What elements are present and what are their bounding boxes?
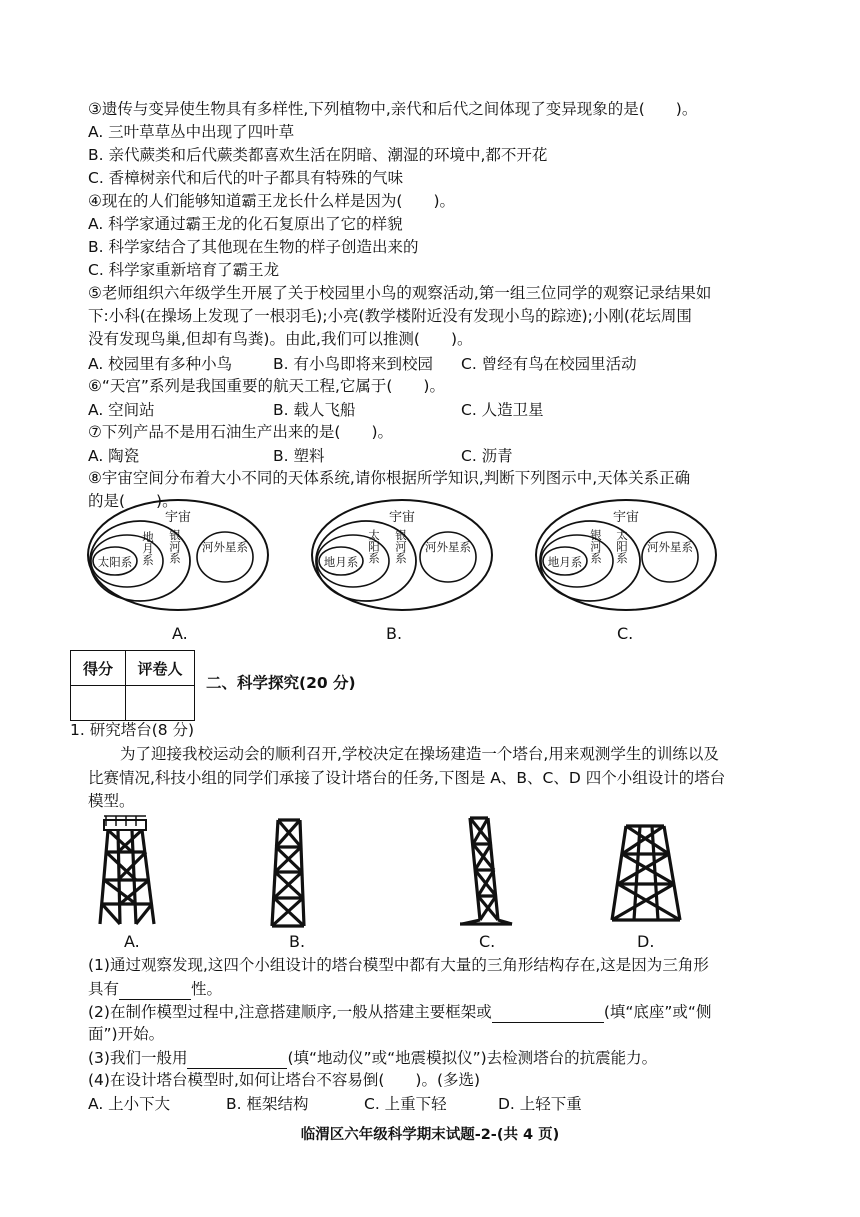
diagram-a-middle: 地月系 [141, 530, 155, 566]
tower-b [272, 820, 304, 926]
diagram-b-extra: 河外星系 [425, 540, 471, 554]
grader-cell[interactable] [126, 686, 195, 721]
q5-option-b: B. 有小鸟即将来到校园 [273, 355, 433, 373]
p1-intro-line1: 为了迎接我校运动会的顺利召开,学校决定在操场建造一个塔台,用来观测学生的训练以及 [120, 745, 719, 763]
p1-s4-option-d: D. 上轻下重 [498, 1095, 582, 1113]
p1-s2-hint: (填“底座”或“侧 [603, 1003, 712, 1021]
p1-s4-option-b: B. 框架结构 [226, 1095, 309, 1113]
tower-a [100, 816, 154, 924]
q6-stem: ⑥“天宫”系列是我国重要的航天工程,它属于( )。 [88, 377, 445, 395]
score-header: 得分 [71, 651, 126, 686]
q6-option-a: A. 空间站 [88, 401, 155, 419]
p1-s1-prefix: 具有 [88, 980, 120, 998]
p1-s4-option-c: C. 上重下轻 [364, 1095, 447, 1113]
diagram-c-outer: 太阳系 [615, 528, 629, 564]
score-table [70, 650, 195, 721]
q4-option-b: B. 科学家结合了其他现在生物的样子创造出来的 [88, 238, 419, 256]
answer-blank-2[interactable] [492, 1000, 604, 1023]
tower-b-label: B. [289, 932, 306, 951]
tower-c-label: C. [479, 932, 496, 951]
diagram-a [88, 500, 268, 610]
diagram-c-extra: 河外星系 [647, 540, 693, 554]
diagram-c-letter: C. [617, 624, 634, 643]
diagram-b-middle: 太阳系 [367, 528, 381, 564]
q5-option-c: C. 曾经有鸟在校园里活动 [461, 355, 637, 373]
q3-option-a: A. 三叶草草丛中出现了四叶草 [88, 123, 295, 141]
tower-a-label: A. [124, 932, 140, 951]
p1-s4-option-a: A. 上小下大 [88, 1095, 171, 1113]
p1-s2-line1 [88, 1000, 711, 1023]
p1-s4-stem: (4)在设计塔台模型时,如何让塔台不容易倒( )。(多选) [88, 1071, 481, 1089]
page-footer: 临渭区六年级科学期末试题-2-(共 4 页) [300, 1127, 560, 1143]
section-2-title: 二、科学探究(20 分) [206, 674, 356, 692]
diagram-b-outer: 银河系 [394, 528, 408, 564]
q4-stem: ④现在的人们能够知道霸王龙长什么样是因为( )。 [88, 192, 455, 210]
p1-s3-hint: (填“地动仪”或“地震模拟仪”)去检测塔台的抗震能力。 [287, 1049, 658, 1067]
q7-stem: ⑦下列产品不是用石油生产出来的是( )。 [88, 423, 393, 441]
diagram-a-letter: A. [172, 624, 188, 643]
score-cell[interactable] [71, 686, 126, 721]
q5-stem-line2: 下:小科(在操场上发现了一根羽毛);小亮(教学楼附近没有发现小鸟的踪迹);小刚(花坛周围 [88, 307, 692, 325]
tower-d-label: D. [637, 932, 655, 951]
q6-option-c: C. 人造卫星 [461, 401, 544, 419]
diagram-c-inner: 地月系 [547, 555, 583, 569]
q8-stem-line2: 的是( )。 [88, 492, 178, 510]
diagram-b [312, 500, 492, 610]
p1-intro-line2: 比赛情况,科技小组的同学们承接了设计塔台的任务,下图是 A、B、C、D 四个小组设计的塔台 [88, 769, 726, 787]
diagram-c [536, 500, 716, 610]
q7-option-b: B. 塑料 [273, 447, 325, 465]
q5-stem-line3: 没有发现鸟巢,但却有鸟粪)。由此,我们可以推测( )。 [88, 330, 473, 348]
tower-c [460, 818, 512, 924]
q3-option-c: C. 香樟树亲代和后代的叶子都具有特殊的气味 [88, 169, 404, 187]
p1-s2-line2: 面”)开始。 [88, 1025, 165, 1043]
q4-option-a: A. 科学家通过霸王龙的化石复原出了它的样貌 [88, 215, 403, 233]
answer-blank-1[interactable] [119, 977, 191, 1000]
q6-option-b: B. 载人飞船 [273, 401, 356, 419]
diagram-a-inner: 太阳系 [97, 555, 133, 569]
diagram-a-extra: 河外星系 [202, 540, 248, 554]
grader-header: 评卷人 [126, 651, 195, 686]
diagram-b-inner: 地月系 [323, 555, 359, 569]
diagram-c-middle: 银河系 [589, 528, 603, 564]
q5-stem-line1: ⑤老师组织六年级学生开展了关于校园里小鸟的观察活动,第一组三位同学的观察记录结果如 [88, 284, 712, 302]
diagram-b-letter: B. [386, 624, 403, 643]
q7-option-a: A. 陶瓷 [88, 447, 140, 465]
diagram-b-universe: 宇宙 [388, 510, 416, 525]
p1-s1-suffix: 性。 [191, 980, 223, 998]
celestial-diagrams [0, 495, 860, 645]
q8-stem-line1: ⑧宇宙空间分布着大小不同的天体系统,请你根据所学知识,判断下列图示中,天体关系正确 [88, 469, 691, 487]
diagram-c-universe: 宇宙 [612, 510, 640, 525]
p1-s3 [88, 1046, 657, 1069]
tower-d [612, 826, 680, 920]
diagram-a-universe: 宇宙 [164, 510, 192, 525]
p1-title: 1. 研究塔台(8 分) [70, 721, 195, 739]
diagram-a-outer: 银河系 [168, 528, 182, 564]
p1-s1-line2 [88, 977, 222, 1000]
p1-s3-text: (3)我们一般用 [88, 1049, 188, 1067]
q4-option-c: C. 科学家重新培育了霸王龙 [88, 261, 280, 279]
q3-option-b: B. 亲代蕨类和后代蕨类都喜欢生活在阴暗、潮湿的环境中,都不开花 [88, 146, 548, 164]
q3-stem: ③遗传与变异使生物具有多样性,下列植物中,亲代和后代之间体现了变异现象的是( )。 [88, 100, 698, 118]
answer-blank-3[interactable] [187, 1046, 287, 1069]
q5-option-a: A. 校园里有多种小鸟 [88, 355, 233, 373]
p1-s1-line1: (1)通过观察发现,这四个小组设计的塔台模型中都有大量的三角形结构存在,这是因为三角形 [88, 956, 709, 974]
p1-s2-text: (2)在制作模型过程中,注意搭建顺序,一般从搭建主要框架或 [88, 1003, 492, 1021]
q7-option-c: C. 沥青 [461, 447, 513, 465]
tower-models [0, 812, 860, 937]
p1-intro-line3: 模型。 [88, 792, 135, 810]
